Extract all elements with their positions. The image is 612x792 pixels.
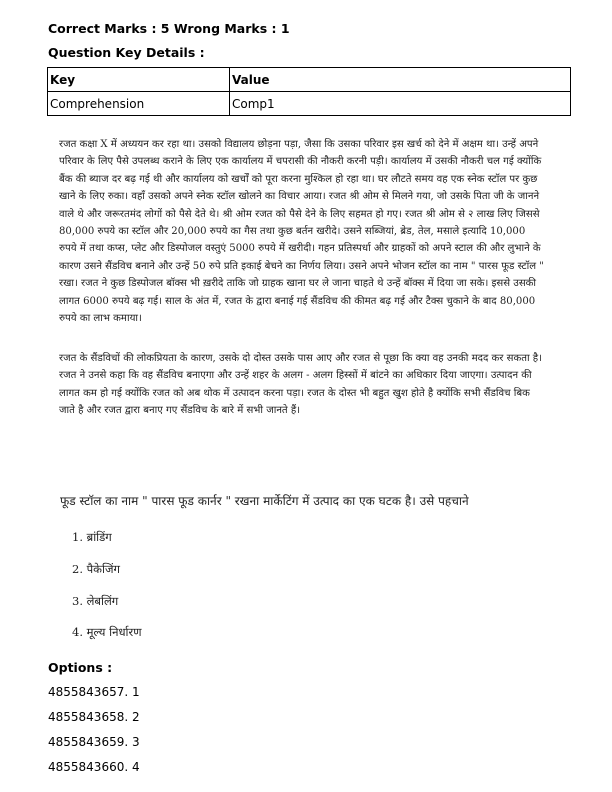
option-item: 4855843660. 4 <box>48 760 140 774</box>
options-label: Options : <box>48 660 113 675</box>
passage-paragraph-1: रजत कक्षा X में अध्ययन कर रहा था। उसको विद्यालय छोड़ना पड़ा, जैसा कि उसका परिवार इस खर्च को देने में अक्षम था। उन्हें अपने परिवार के लिए पैसे उपलब्ध कराने के लिए एक कार्यालय में चपरासी की नौकरी करनी पड़ी। कार्यालय में उसकी नौकरी चल गई क्योंकि बैंक की ब्याज दर बढ़ गई थी और कार्यालय को खर्चों को पूरा करना मुश्किल हो रहा था। घर लौटते समय वह एक स्नेक स्टॉल पर कुछ खाने के लिए रुका। वहाँ उसको अपने स्नेक स्टॉल खोलने का विचार आया। रजत श्री ओम से मिलने गया, जो उसके पिता जी के जानने वाले थे और जरूरतमंद लोगों को पैसे देते थे। श्री ओम रजत को पैसे देने के लिए सहमत हो गए। रजत श्री ओम से २ लाख लिए जिससे 80,000 रुपये का स्टॉल और 20,000 रुपये का गैस तथा कुछ बर्तन खरीदे। उसने सब्जियां, ब्रेड, तेल, मसाले इत्यादि 10,000 रुपये में तथा कप्स, प्लेट और डिस्पोजल वस्तुएं 5000 रुपये में खरीदी। गहन प्रतिस्पर्धा और ग्राहकों को अपने स्टाल की और लुभाने के कारण उसने सैंडविच बनाने और उन्हें 50 रुपे प्रति इकाई बेचने का निर्णय लिया। उसने अपने भोजन स्टॉल का नाम " पारस फूड स्टॉल " रखा। रजत ने कुछ डिस्पोजल बॉक्स भी ख़रीदे ताकि जो ग्राहक खाना घर ले जाना चाहते थे उन्हें बॉक्स में दिया जा सके। इससे उसकी लागत 6000 रुपये बढ़ गई। साल के अंत में, रजत के द्वारा बनाई गई सैंडविच की कीमत बढ़ गई और टैक्स चुकाने के बाद 80,000 रुपये का लाभ कमाया। <box>59 139 544 325</box>
question-key-table <box>47 67 571 116</box>
option-item: 4855843658. 2 <box>48 710 140 724</box>
option-item: 4855843659. 3 <box>48 735 140 749</box>
question-key-title: Question Key Details : <box>48 45 205 60</box>
option-item: 4855843657. 1 <box>48 685 140 699</box>
marks-info: Correct Marks : 5 Wrong Marks : 1 <box>48 21 290 36</box>
table-header-value: Value <box>230 68 571 92</box>
choice-item: 1. ब्रांडिंग <box>72 530 112 544</box>
passage-paragraph-2: रजत के सैंडविचों की लोकप्रियता के कारण, उसके दो दोस्त उसके पास आए और रजत से पूछा कि क्या वह उनकी मदद कर सकता है। रजत ने उनसे कहा कि वह सैंडविच बनाएगा और उन्हें शहर के अलग - अलग हिस्सों में बांटने का अधिकार दिया जाएगा। उत्पादन की लागत कम हो गई क्योंकि रजत को अब थोक में उत्पादन करना पड़ा। रजत के दोस्त भी बहुत खुश होते है क्योंकि सभी सैंडविच बिक जाते है और रजत द्वारा बनाए गए सैंडविच के बारे में सभी जानते हैं। <box>59 353 542 417</box>
table-cell-value: Comp1 <box>230 92 571 116</box>
table-cell-key: Comprehension <box>48 92 230 116</box>
table-header-key: Key <box>48 68 230 92</box>
choice-item: 3. लेबलिंग <box>72 594 119 608</box>
choice-item: 4. मूल्य निर्धारण <box>72 625 142 639</box>
table-row <box>48 92 571 116</box>
table-header-row <box>48 68 571 92</box>
question-text: फूड स्टॉल का नाम " पारस फूड कार्नर " रखना मार्केटिंग में उत्पाद का एक घटक है। उसे पहचाने <box>60 494 469 508</box>
choice-item: 2. पैकेजिंग <box>72 562 120 576</box>
